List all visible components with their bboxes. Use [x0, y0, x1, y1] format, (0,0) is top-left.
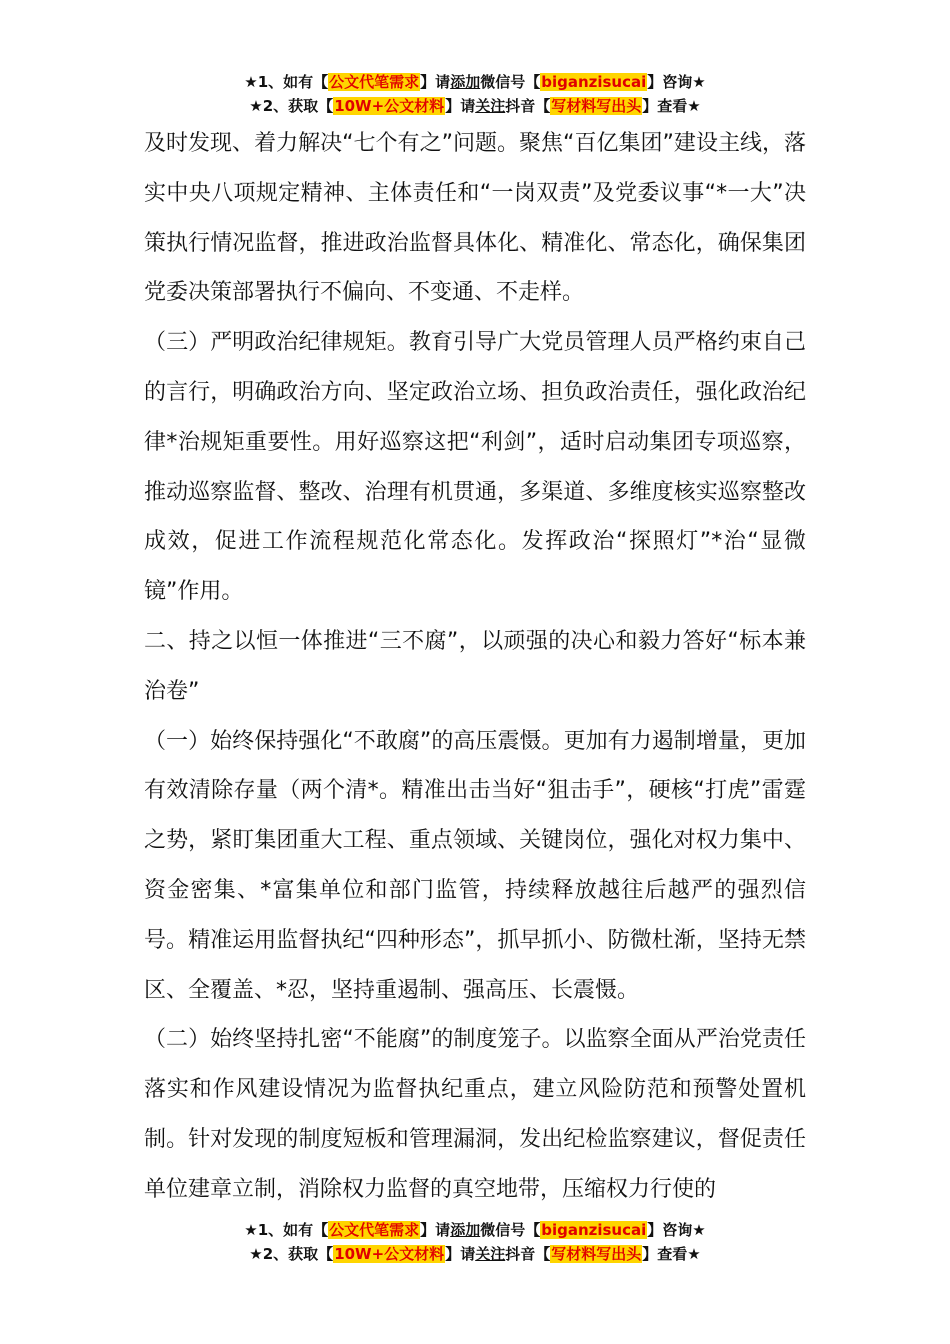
banner-text: 】请 — [420, 73, 451, 91]
banner-text: ★2、获取【 — [249, 1245, 334, 1263]
paragraph-3: 二、持之以恒一体推进“三不腐”，以顽强的决心和毅力答好“标本兼治卷” — [144, 628, 806, 704]
banner-highlight: biganzisucai — [541, 73, 647, 91]
banner-text: 】咨询★ — [647, 1221, 706, 1239]
paragraph-5: （二）始终坚持扎密“不能腐”的制度笼子。以监察全面从严治党责任落实和作风建设情况为监督执纪重点，建立风险防范和预警处置机制。针对发现的制度短板和管理漏洞，发出纪检监察建议，督促责任单位建章立制，消除权力监督的真空地带，压缩权力行使的 — [144, 1027, 806, 1202]
banner-highlight: 公文代笔需求 — [329, 1221, 420, 1239]
banner-highlight: 公文代笔需求 — [329, 73, 420, 91]
banner-highlight: 10W+公文材料 — [334, 97, 445, 115]
banner-text: 】查看★ — [642, 1245, 701, 1263]
banner-underlined: 关注 — [475, 1245, 506, 1263]
banner-text: 】请 — [445, 97, 476, 115]
banner-highlight: 写材料写出头 — [551, 97, 642, 115]
banner-highlight: 10W+公文材料 — [334, 1245, 445, 1263]
banner-underlined: 添加 — [450, 73, 481, 91]
banner-text: 】请 — [445, 1245, 476, 1263]
banner-text: 】查看★ — [642, 97, 701, 115]
paragraph-2: （三）严明政治纪律规矩。教育引导广大党员管理人员严格约束自己的言行，明确政治方向、坚定政治立场、担负政治责任，强化政治纪律*治规矩重要性。用好巡察这把“利剑”，适时启动集团专项巡察，推动巡察监督、整改、治理有机贯通，多渠道、多维度核实巡察整改成效，促进工作流程规范化常态化。发挥政治“探照灯”*治“显微镜”作用。 — [144, 330, 806, 605]
paragraph-4: （一）始终保持强化“不敢腐”的高压震慑。更加有力遏制增量，更加有效清除存量（两个清*。精准出击当好“狙击手”，硬核“打虎”雷霆之势，紧盯集团重大工程、重点领域、关键岗位，强化对权力集中、资金密集、*富集单位和部门监管，持续释放越往后越严的强烈信号。精准运用监督执纪“四种形态”，抓早抓小、防微杜渐，坚持无禁区、全覆盖、*忍，坚持重遏制、强高压、长震慑。 — [144, 728, 806, 1003]
banner-line-1 — [0, 1218, 950, 1242]
banner-text: 抖音【 — [505, 1245, 551, 1263]
banner-text: ★1、如有【 — [244, 73, 329, 91]
banner-text: 】请 — [420, 1221, 451, 1239]
footer-banner — [0, 1218, 950, 1266]
banner-line-2 — [0, 94, 950, 118]
header-banner — [0, 70, 950, 118]
banner-text: 微信号【 — [480, 1221, 541, 1239]
banner-text: ★1、如有【 — [244, 1221, 329, 1239]
banner-underlined: 添加 — [450, 1221, 481, 1239]
banner-highlight: biganzisucai — [541, 1221, 647, 1239]
banner-underlined: 关注 — [475, 97, 506, 115]
banner-text: 抖音【 — [505, 97, 551, 115]
paragraph-1: 及时发现、着力解决“七个有之”问题。聚焦“百亿集团”建设主线，落实中央八项规定精神、主体责任和“一岗双责”及党委议事“*一大”决策执行情况监督，推进政治监督具体化、精准化、常态化，确保集团党委决策部署执行不偏向、不变通、不走样。 — [144, 131, 806, 306]
banner-text: ★2、获取【 — [249, 97, 334, 115]
banner-line-2 — [0, 1242, 950, 1266]
banner-text: 微信号【 — [480, 73, 541, 91]
document-body — [144, 119, 806, 1215]
banner-text: 】咨询★ — [647, 73, 706, 91]
banner-highlight: 写材料写出头 — [551, 1245, 642, 1263]
banner-line-1 — [0, 70, 950, 94]
